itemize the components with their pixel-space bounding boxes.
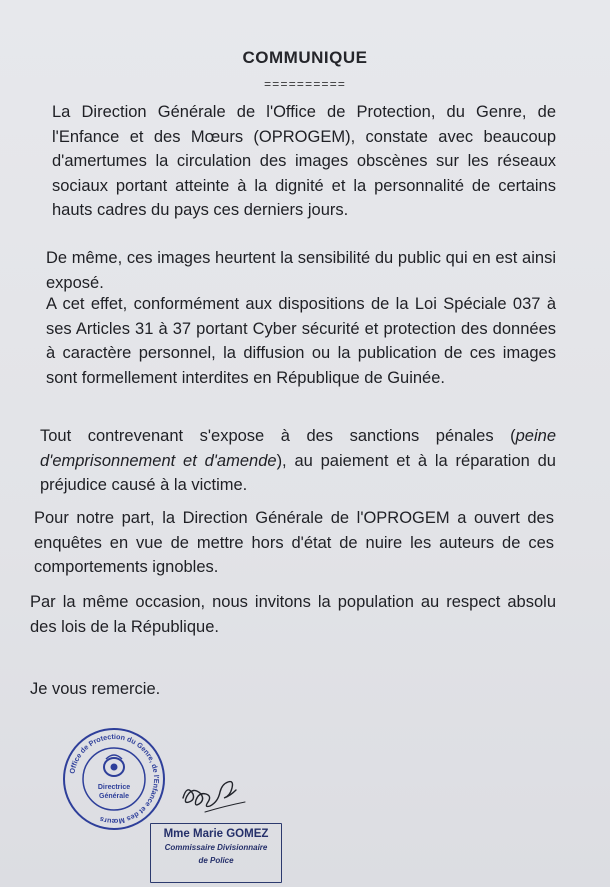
signatory-name: Mme Marie GOMEZ: [163, 828, 269, 840]
paragraph-4: [40, 424, 556, 498]
paragraph-4-italic: peine d'emprisonnement et d'amende: [40, 427, 556, 470]
paragraph-5: Pour notre part, la Direction Générale de l'OPROGEM a ouvert des enquêtes en vue de mettre hors d'état de nuire les auteurs de ces comportements ignobles.: [34, 509, 554, 576]
stamp-ring-text: Office de Protection du Genre, de l'Enfance et des Mœurs: [67, 731, 162, 827]
paragraph-4-end: ), au paiement et à la réparation du préjudice causé à la victime.: [40, 451, 556, 494]
title-separator: ==========: [263, 78, 346, 92]
stamp-center-line-1: Directrice: [97, 784, 131, 791]
stamp-emblem-icon: [104, 755, 124, 776]
closing-thanks: Je vous remercie.: [30, 680, 161, 698]
stamp-center-line-2: Générale: [99, 793, 129, 800]
signature-block-stamp: [150, 823, 282, 883]
official-stamp: [62, 727, 166, 831]
paragraph-6: Par la même occasion, nous invitons la population au respect absolu des lois de la République.: [30, 593, 556, 636]
paragraph-4-start: Tout contrevenant s'expose à des sanctions pénales (: [40, 427, 516, 445]
paragraph-3: A cet effet, conformément aux dispositions de la Loi Spéciale 037 à ses Articles 31 à 37 portant Cyber sécurité et protection des données à caractère personnel, la diffusion ou la publication de ces images sont formellement interdites en République de Guinée.: [46, 295, 556, 387]
signatory-title-line-1: Commissaire Divisionnaire: [164, 843, 268, 852]
handwritten-signature: [175, 768, 255, 820]
document-title: COMMUNIQUE: [242, 48, 368, 67]
paragraph-2: De même, ces images heurtent la sensibilité du public qui en est ainsi exposé.: [46, 249, 556, 292]
signatory-title-line-2: de Police: [198, 856, 234, 865]
paragraph-1: La Direction Générale de l'Office de Protection, du Genre, de l'Enfance et des Mœurs (OPROGEM), constate avec beaucoup d'amertumes la circulation des images obscènes sur les réseaux sociaux portant atteinte à la dignité et la personnalité de certains hauts cadres du pays ces derniers jours.: [52, 103, 556, 219]
